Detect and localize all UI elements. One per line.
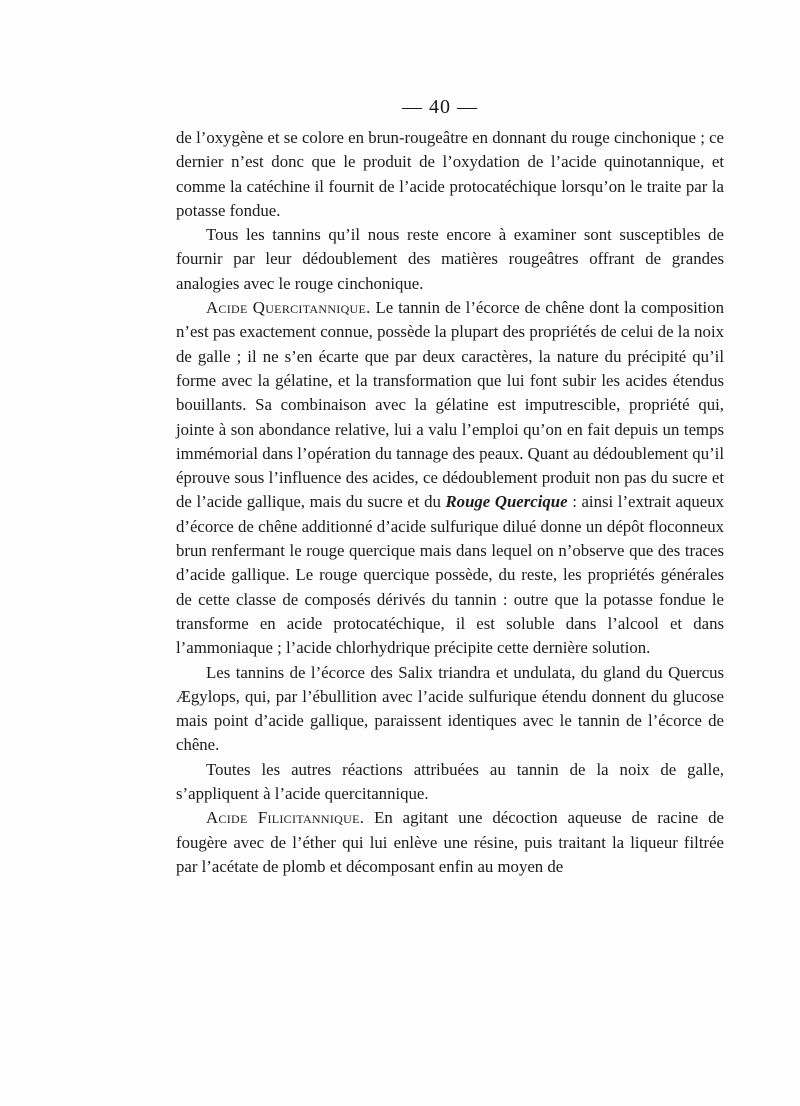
paragraph-text: Les tannins de l’écorce des Salix triandra et undulata, du gland du Quercus Ægylops, qui, par l’ébullition avec l’acide sulfurique étendu donnent du glucose mais point d’acide gallique, paraissent identiques avec le tannin de l’écorce de chêne. xyxy=(176,662,724,755)
italic-term: Rouge Quercique xyxy=(445,492,568,512)
paragraph-text: Toutes les autres réactions attribuées au tannin de la noix de galle, s’appliquent à l’acide quercitannique. xyxy=(176,759,724,804)
paragraph-acide-filicitannique xyxy=(176,806,724,879)
paragraph xyxy=(176,126,724,223)
paragraph-text: de l’oxygène et se colore en brun-rougeâtre en donnant du rouge cinchonique ; ce dernier n’est donc que le produit de l’oxydation de l’acide quinotannique, et comme la catéchine il fournit de l’acide protocatéchique lorsqu’on le traite par la potasse fondue. xyxy=(176,128,724,220)
section-heading: Acide Filicitannique. xyxy=(206,808,365,828)
section-heading: Acide Quercitannique. xyxy=(206,298,371,318)
paragraph xyxy=(176,758,724,807)
paragraph-text: Tous les tannins qu’il nous reste encore à examiner sont susceptibles de fournir par leur dédoublement des matières rougeâtres offrant de grandes analogies avec le rouge cinchonique. xyxy=(176,225,724,293)
paragraph xyxy=(176,223,724,296)
paragraph xyxy=(176,661,724,758)
paragraph-acide-quercitannique xyxy=(176,296,724,660)
page-number: — 40 — xyxy=(402,96,478,118)
paragraph-text: : ainsi l’extrait aqueux d’écorce de chêne additionné d’acide sulfurique dilué donne un dépôt floconneux brun renfermant le rouge quercique mais dans lequel on n’observe que des traces d’acide gallique. Le rouge quercique possède, du reste, les propriétés générales de cette classe de composés dérivés du tannin : outre que la potasse fondue le transforme en acide protocatéchique, il est soluble dans l’alcool et dans l’ammoniaque ; l’acide chlorhydrique précipite cette dernière solution. xyxy=(176,492,724,658)
paragraph-text: Le tannin de l’écorce de chêne dont la composition n’est pas exactement connue, possède la plupart des propriétés de celui de la noix de galle ; il ne s’en écarte que par deux caractères, la nature du précipité qu’il forme avec la gélatine, et la transformation que lui font subir les acides étendus bouillants. Sa combinaison avec la gélatine est imputrescible, propriété qui, jointe à son abondance relative, lui a valu l’emploi qu’on en fait depuis un temps immémorial dans l’opération du tannage des peaux. Quant au dédoublement qu’il éprouve sous l’influence des acides, ce dédoublement produit non pas du sucre et de l’acide gallique, mais du sucre et du xyxy=(176,298,724,512)
paragraph-text: En agitant une décoction aqueuse de racine de fougère avec de l’éther qui lui enlève une résine, puis traitant la liqueur filtrée par l’acétate de plomb et décomposant enfin au moyen de xyxy=(176,808,724,876)
body-text xyxy=(176,126,724,879)
